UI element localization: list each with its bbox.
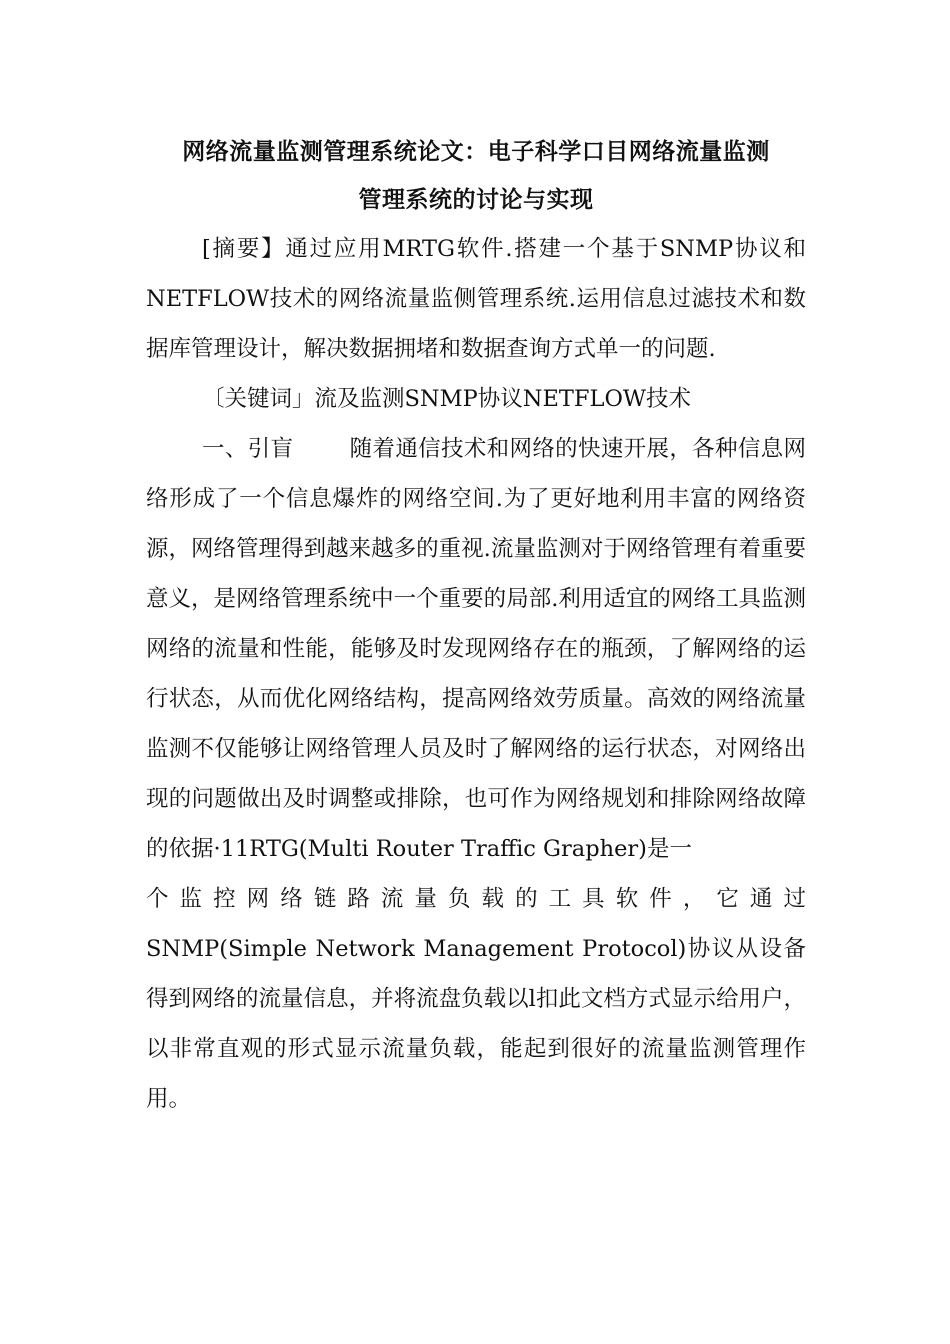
document-title xyxy=(146,128,806,224)
introduction-section xyxy=(146,424,806,874)
body-text-part-3: SNMP(Simple Network Management Protocol)协议从设备得到网络的流量信息，并将流盘负载以l扣此文档方式显示给用户，以非常直观的形式显示流量负载，能起到很好的流量监测管理作用。 xyxy=(146,936,806,1112)
abstract-paragraph: [摘要】通过应用MRTG软件.搭建一个基于SNMP协议和NETFLOW技术的网络流量监侧管理系统.运用信息过滤技术和数据库管理设计，解决数据拥堵和数据查询方式单一的问题. xyxy=(146,236,806,362)
document-page xyxy=(146,128,806,1124)
title-line-2: 管理系统的讨论与实现 xyxy=(358,186,594,213)
title-line-1: 网络流量监测管理系统论文：电子科学口目网络流量监测 xyxy=(182,138,770,165)
body-text-part-2: 个监控网络链路流量负载的工具软件，它通过 xyxy=(146,886,806,912)
section-heading: 一、引盲 xyxy=(202,436,294,462)
body-continuation xyxy=(146,874,806,1124)
body-text-part-1: 随着通信技术和网络的快速开展，各种信息网络形成了一个信息爆炸的网络空间.为了更好地利用丰富的网络资源，网络管理得到越来越多的重视.流量监测对于网络管理有着重要意义，是网络管理系统中一个重要的局部.利用适宜的网络工具监测网络的流量和性能，能够及时发现网络存在的瓶颈，了解网络的运行状态，从而优化网络结构，提高网络效劳质量。高效的网络流量监测不仅能够让网络管理人员及时了解网络的运行状态，对网络出现的问题做出及时调整或排除，也可作为网络规划和排除网络故障的依据·11RTG(Multi Router Traffic Grapher)是一 xyxy=(146,436,806,862)
keywords-paragraph: 〔关键词」流及监测SNMP协议NETFLOW技术 xyxy=(202,386,692,412)
